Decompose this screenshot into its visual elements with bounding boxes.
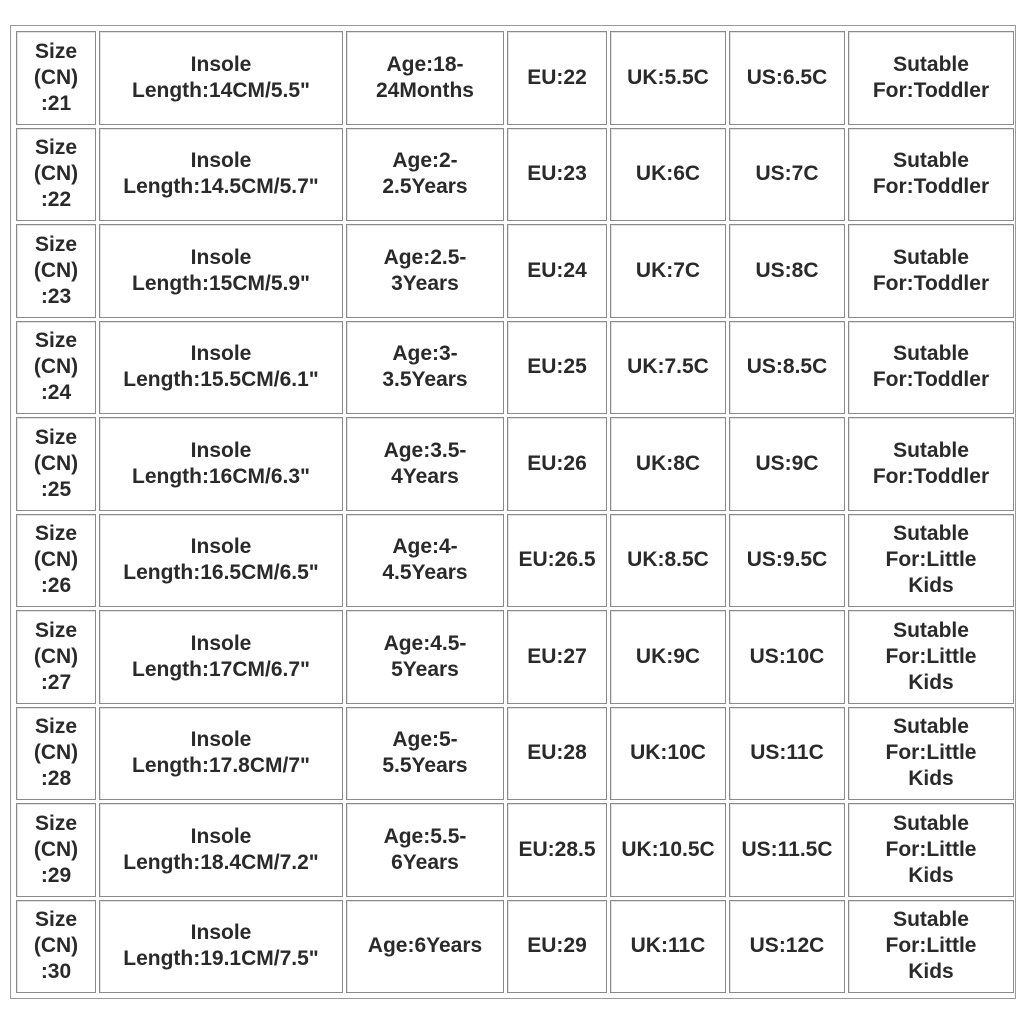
insole-length-cell-line: Length:19.1CM/7.5"	[123, 947, 319, 971]
suitable-for-cell-line: For:Little	[885, 741, 977, 765]
insole-length-cell	[99, 610, 343, 704]
age-cell-line: 3Years	[391, 271, 459, 295]
size-cn-cell	[16, 128, 96, 222]
size-cn-cell	[16, 514, 96, 608]
eu-size-cell: EU:25	[507, 321, 607, 415]
insole-length-cell	[99, 321, 343, 415]
insole-length-cell-line: Insole	[190, 535, 252, 559]
size-cn-cell	[16, 31, 96, 125]
age-cell-line: 4Years	[391, 464, 459, 488]
suitable-for-cell	[848, 224, 1014, 318]
suitable-for-cell-line: For:Toddler	[872, 464, 990, 488]
suitable-for-cell-line: Sutable	[893, 522, 969, 546]
suitable-for-cell	[848, 610, 1014, 704]
eu-size-cell: EU:27	[507, 610, 607, 704]
size-cn-cell-line: :23	[40, 284, 72, 308]
suitable-for-cell-line: Sutable	[893, 342, 969, 366]
suitable-for-cell-line: For:Little	[885, 644, 977, 668]
table-row	[16, 128, 1014, 222]
size-cn-cell	[16, 707, 96, 801]
age-cell-line: Age:2-	[392, 149, 458, 173]
size-cn-cell-line: Size	[34, 136, 78, 160]
insole-length-cell	[99, 514, 343, 608]
eu-size-cell: EU:24	[507, 224, 607, 318]
insole-length-cell-line: Length:15.5CM/6.1"	[123, 368, 319, 392]
age-cell	[346, 224, 504, 318]
suitable-for-cell-line: Sutable	[893, 618, 969, 642]
insole-length-cell-line: Insole	[190, 149, 252, 173]
suitable-for-cell-line: Kids	[908, 960, 954, 984]
insole-length-cell	[99, 707, 343, 801]
suitable-for-cell-line: Sutable	[893, 908, 969, 932]
eu-size-cell: EU:26	[507, 417, 607, 511]
table-row	[16, 610, 1014, 704]
us-size-cell: US:9.5C	[729, 514, 845, 608]
age-cell-line: Age:5.5-	[383, 824, 467, 848]
insole-length-cell-line: Insole	[190, 245, 252, 269]
size-chart-table	[13, 28, 1017, 996]
age-cell-line: Age:18-	[386, 52, 464, 76]
us-size-cell: US:10C	[729, 610, 845, 704]
insole-length-cell	[99, 128, 343, 222]
size-cn-cell-line: Size	[34, 522, 78, 546]
suitable-for-cell	[848, 128, 1014, 222]
age-cell-line: Age:3.5-	[383, 438, 467, 462]
size-cn-cell-line: Size	[34, 715, 78, 739]
age-cell-line: 24Months	[375, 78, 474, 102]
suitable-for-cell-line: For:Little	[885, 934, 977, 958]
size-cn-cell-line: Size	[34, 908, 78, 932]
eu-size-cell: EU:29	[507, 900, 607, 994]
insole-length-cell-line: Length:14CM/5.5"	[132, 78, 310, 102]
size-cn-cell-line: :24	[40, 381, 72, 405]
size-cn-cell-line: (CN)	[33, 355, 79, 379]
insole-length-cell-line: Insole	[190, 824, 252, 848]
insole-length-cell-line: Length:15CM/5.9"	[132, 271, 310, 295]
size-cn-cell	[16, 900, 96, 994]
insole-length-cell-line: Insole	[190, 52, 252, 76]
suitable-for-cell-line: Kids	[908, 863, 954, 887]
suitable-for-cell	[848, 417, 1014, 511]
age-cell	[346, 610, 504, 704]
us-size-cell: US:6.5C	[729, 31, 845, 125]
size-cn-cell-line: :21	[40, 91, 72, 115]
size-cn-cell-line: Size	[34, 329, 78, 353]
uk-size-cell: UK:8.5C	[610, 514, 726, 608]
suitable-for-cell-line: For:Toddler	[872, 78, 990, 102]
suitable-for-cell-line: Sutable	[893, 715, 969, 739]
insole-length-cell	[99, 31, 343, 125]
age-cell	[346, 31, 504, 125]
age-cell-line: 5.5Years	[382, 754, 468, 778]
uk-size-cell: UK:11C	[610, 900, 726, 994]
eu-size-cell: EU:26.5	[507, 514, 607, 608]
suitable-for-cell-line: For:Little	[885, 837, 977, 861]
size-cn-cell	[16, 417, 96, 511]
eu-size-cell: EU:22	[507, 31, 607, 125]
age-cell-line: Age:4.5-	[383, 631, 467, 655]
size-cn-cell	[16, 610, 96, 704]
age-cell	[346, 900, 504, 994]
age-cell-line: Age:5-	[392, 728, 458, 752]
age-cell-line: 2.5Years	[382, 175, 468, 199]
insole-length-cell	[99, 224, 343, 318]
uk-size-cell: UK:5.5C	[610, 31, 726, 125]
suitable-for-cell-line: Sutable	[893, 52, 969, 76]
size-cn-cell-line: Size	[34, 232, 78, 256]
uk-size-cell: UK:10C	[610, 707, 726, 801]
age-cell-line: 4.5Years	[382, 561, 468, 585]
suitable-for-cell-line: Sutable	[893, 811, 969, 835]
suitable-for-cell-line: For:Toddler	[872, 175, 990, 199]
insole-length-cell-line: Length:14.5CM/5.7"	[123, 175, 319, 199]
age-cell-line: Age:3-	[392, 342, 458, 366]
suitable-for-cell	[848, 321, 1014, 415]
age-cell	[346, 417, 504, 511]
age-cell-line: Age:6Years	[367, 934, 483, 958]
size-cn-cell-line: :29	[40, 863, 72, 887]
age-cell-line: Age:2.5-	[383, 245, 467, 269]
size-cn-cell	[16, 224, 96, 318]
table-row	[16, 224, 1014, 318]
age-cell-line: Age:4-	[392, 535, 458, 559]
insole-length-cell-line: Insole	[190, 631, 252, 655]
size-cn-cell-line: (CN)	[33, 741, 79, 765]
us-size-cell: US:8.5C	[729, 321, 845, 415]
eu-size-cell: EU:23	[507, 128, 607, 222]
table-row	[16, 31, 1014, 125]
eu-size-cell: EU:28.5	[507, 803, 607, 897]
age-cell	[346, 128, 504, 222]
insole-length-cell-line: Length:17.8CM/7"	[132, 754, 310, 778]
size-cn-cell-line: (CN)	[33, 934, 79, 958]
size-cn-cell-line: :27	[40, 670, 72, 694]
insole-length-cell-line: Length:17CM/6.7"	[132, 657, 310, 681]
uk-size-cell: UK:10.5C	[610, 803, 726, 897]
size-cn-cell-line: (CN)	[33, 258, 79, 282]
size-cn-cell-line: :25	[40, 477, 72, 501]
size-cn-cell-line: Size	[34, 425, 78, 449]
suitable-for-cell	[848, 514, 1014, 608]
suitable-for-cell-line: Kids	[908, 767, 954, 791]
size-cn-cell-line: (CN)	[33, 548, 79, 572]
suitable-for-cell-line: For:Little	[885, 548, 977, 572]
us-size-cell: US:8C	[729, 224, 845, 318]
suitable-for-cell	[848, 31, 1014, 125]
insole-length-cell-line: Length:16CM/6.3"	[132, 464, 310, 488]
table-row	[16, 417, 1014, 511]
suitable-for-cell	[848, 803, 1014, 897]
age-cell-line: 3.5Years	[382, 368, 468, 392]
size-cn-cell-line: (CN)	[33, 837, 79, 861]
size-cn-cell-line: :26	[40, 574, 72, 598]
uk-size-cell: UK:8C	[610, 417, 726, 511]
table-row	[16, 803, 1014, 897]
suitable-for-cell-line: For:Toddler	[872, 368, 990, 392]
size-cn-cell	[16, 321, 96, 415]
table-row	[16, 707, 1014, 801]
insole-length-cell-line: Insole	[190, 438, 252, 462]
uk-size-cell: UK:6C	[610, 128, 726, 222]
eu-size-cell: EU:28	[507, 707, 607, 801]
size-chart-body	[16, 31, 1014, 993]
table-row	[16, 321, 1014, 415]
size-cn-cell-line: (CN)	[33, 644, 79, 668]
size-cn-cell-line: :30	[40, 960, 72, 984]
table-row	[16, 514, 1014, 608]
insole-length-cell-line: Length:16.5CM/6.5"	[123, 561, 319, 585]
age-cell	[346, 803, 504, 897]
size-cn-cell-line: (CN)	[33, 451, 79, 475]
suitable-for-cell-line: Kids	[908, 574, 954, 598]
uk-size-cell: UK:7C	[610, 224, 726, 318]
insole-length-cell-line: Insole	[190, 728, 252, 752]
suitable-for-cell-line: Sutable	[893, 149, 969, 173]
suitable-for-cell-line: Sutable	[893, 438, 969, 462]
age-cell-line: 6Years	[391, 850, 459, 874]
insole-length-cell-line: Length:18.4CM/7.2"	[123, 850, 319, 874]
age-cell-line: 5Years	[391, 657, 459, 681]
age-cell	[346, 707, 504, 801]
suitable-for-cell-line: For:Toddler	[872, 271, 990, 295]
size-cn-cell-line: Size	[34, 811, 78, 835]
suitable-for-cell	[848, 707, 1014, 801]
size-cn-cell-line: Size	[34, 618, 78, 642]
insole-length-cell-line: Insole	[190, 921, 252, 945]
suitable-for-cell-line: Kids	[908, 670, 954, 694]
us-size-cell: US:11C	[729, 707, 845, 801]
size-cn-cell-line: (CN)	[33, 162, 79, 186]
insole-length-cell-line: Insole	[190, 342, 252, 366]
suitable-for-cell	[848, 900, 1014, 994]
uk-size-cell: UK:9C	[610, 610, 726, 704]
uk-size-cell: UK:7.5C	[610, 321, 726, 415]
suitable-for-cell-line: Sutable	[893, 245, 969, 269]
insole-length-cell	[99, 900, 343, 994]
insole-length-cell	[99, 803, 343, 897]
us-size-cell: US:12C	[729, 900, 845, 994]
size-cn-cell-line: (CN)	[33, 65, 79, 89]
us-size-cell: US:7C	[729, 128, 845, 222]
age-cell	[346, 514, 504, 608]
age-cell	[346, 321, 504, 415]
size-cn-cell-line: :22	[40, 188, 72, 212]
size-cn-cell-line: :28	[40, 767, 72, 791]
us-size-cell: US:9C	[729, 417, 845, 511]
us-size-cell: US:11.5C	[729, 803, 845, 897]
table-row	[16, 900, 1014, 994]
size-cn-cell	[16, 803, 96, 897]
insole-length-cell	[99, 417, 343, 511]
size-chart	[10, 25, 1016, 999]
size-cn-cell-line: Size	[34, 39, 78, 63]
